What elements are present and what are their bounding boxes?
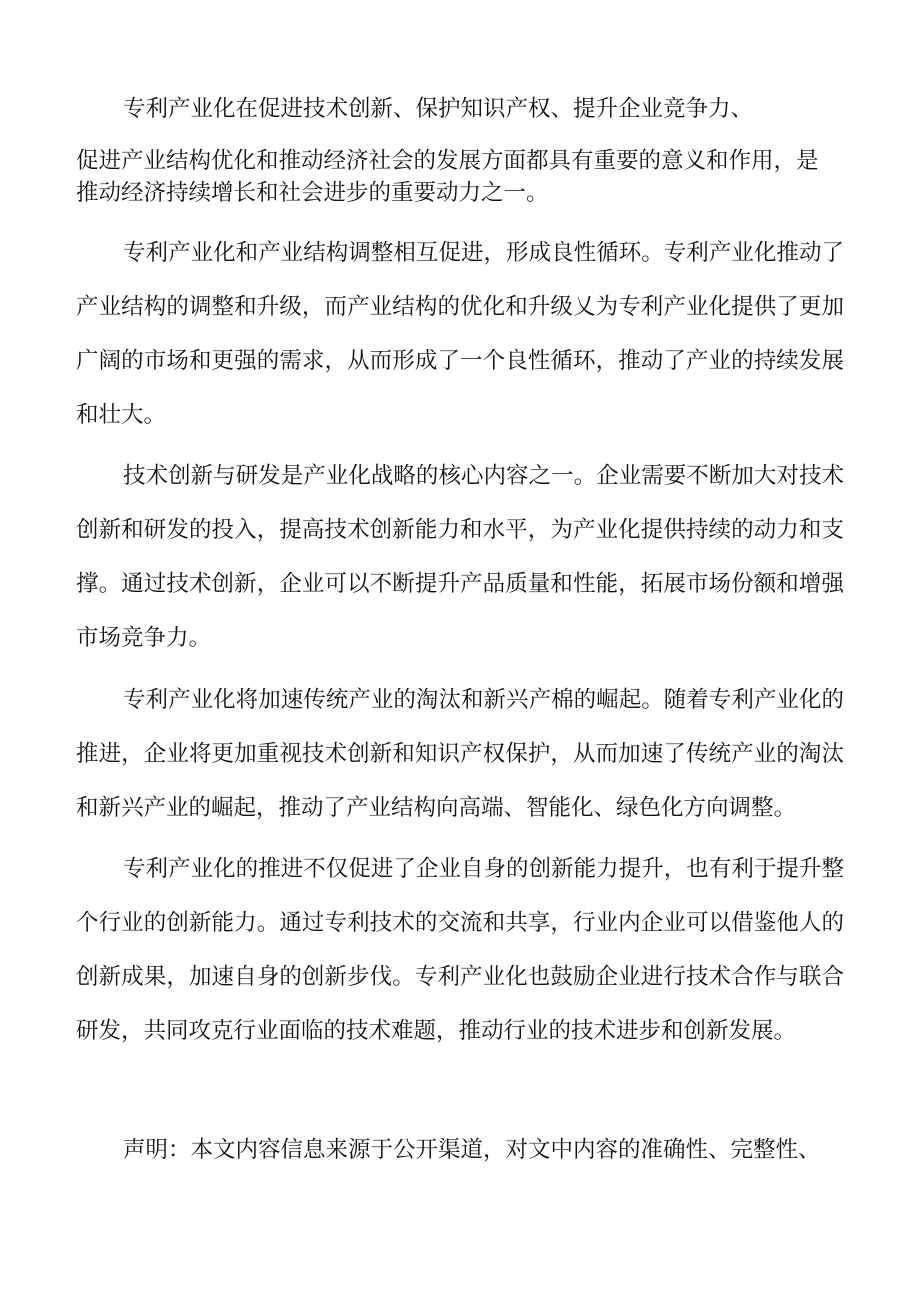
paragraph-tech-innovation: 技术创新与研发是产业化战略的核心内容之一。企业需要不断加大对技术创新和研发的投入，提高技术创新能力和水平，为产业化提供持续的动力和支撑。通过技术创新，企业可以不断提升产品质量和性能，拓展市场份额和增强市场竞争力。: [76, 463, 844, 651]
paragraph-structure-adjustment: 专利产业化和产业结构调整相互促进，形成良性循环。专利产业化推动了产业结构的调整和升级，而产业结构的优化和升级乂为专利产业化提供了更加广阔的市场和更强的需求，从而形成了一个良性循环，推动了产业的持续发展和壮大。: [76, 240, 844, 428]
paragraph-traditional-industry: 专利产业化将加速传统产业的淘汰和新兴产棉的崛起。随着专利产业化的推进，企业将更加重视技术创新和知识产权保护，从而加速了传统产业的淘汰和新兴产业的崛起，推动了产业结构向高端、智能化、绿色化方向调整。: [76, 687, 844, 821]
paragraph-continuation-line-2: 推动经济持续增长和社会进步的重要动力之一。: [76, 180, 549, 206]
paragraph-industry-innovation: 专利产业化的推进不仅促进了企业自身的创新能力提升，也有利于提升整个行业的创新能力。通过专利技术的交流和共享，行业内企业可以借鉴他人的创新成果，加速自身的创新步伐。专利产业化也鼓励企业进行技术合作与联合研发，共同攻克行业面临的技术难题，推动行业的技术进步和创新发展。: [76, 856, 844, 1044]
paragraph-patent-industrialization-role: 专利产业化在促进技术创新、保护知识产权、提升企业竞争力、: [123, 96, 754, 122]
paragraph-disclaimer: 声明：本文内容信息来源于公开渠道，对文中内容的准确性、完整性、: [123, 1137, 821, 1163]
paragraph-continuation-line-1: 促进产业结构优化和推动经济社会的发展方面都具有重要的意义和作用，是: [76, 148, 819, 174]
